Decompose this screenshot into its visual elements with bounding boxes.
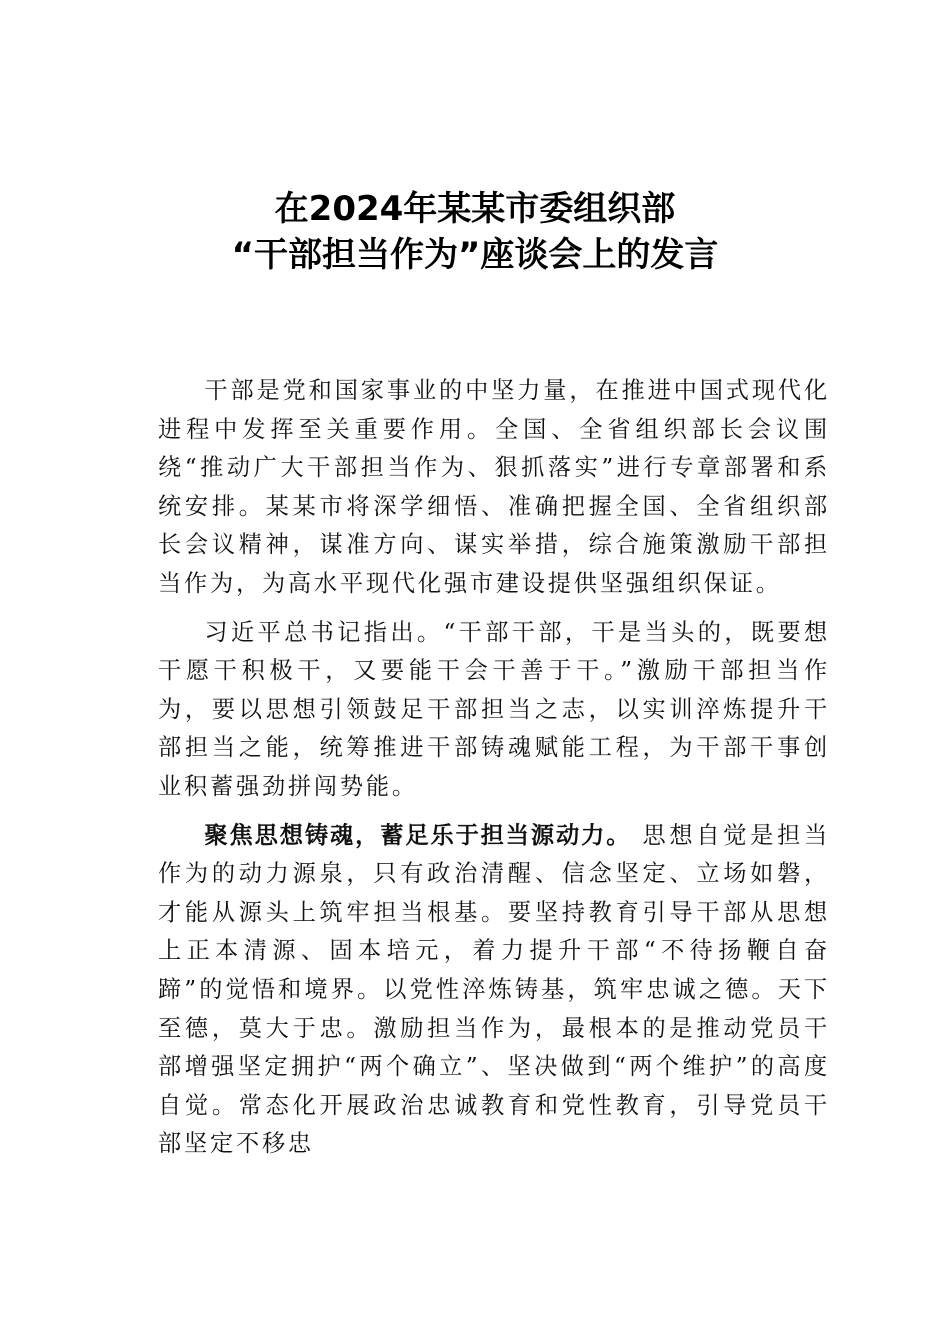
paragraph-text: 思想自觉是担当作为的动力源泉，只有政治清醒、信念坚定、立场如磐，才能从源头上筑牢担当根基。要坚持教育引导干部从思想上正本清源、固本培元，着力提升干部“不待扬鞭自奋蹄”的觉悟和境界。以党性淬炼铸基，筑牢忠诚之德。天下至德，莫大于忠。激励担当作为，最根本的是推动党员干部增强坚定拥护“两个确立”、坚决做到“两个维护”的高度自觉。常态化开展政治忠诚教育和党性教育，引导党员干部坚定不移忠 xyxy=(158,821,831,1158)
paragraph-section-1 xyxy=(158,817,830,1164)
paragraph-text: 习近平总书记指出。“干部干部，干是当头的，既要想干愿干积极干，又要能干会干善于干。”激励干部担当作为，要以思想引领鼓足干部担当之志，以实训淬炼提升干部担当之能，统筹推进干部铸魂赋能工程，为干部干事创业积蓄强劲拼闯势能。 xyxy=(158,618,830,800)
document-body xyxy=(158,372,830,1174)
paragraph-intro xyxy=(158,372,830,604)
title-line-2: “干部担当作为”座谈会上的发言 xyxy=(231,235,719,275)
section-heading: 聚焦思想铸魂，蓄足乐于担当源动力。 xyxy=(204,821,632,849)
title-line-1: 在2024年某某市委组织部 xyxy=(274,189,676,229)
paragraph-text: 干部是党和国家事业的中坚力量，在推进中国式现代化进程中发挥至关重要作用。全国、全省组织部长会议围绕“推动广大干部担当作为、狠抓落实”进行专章部署和系统安排。某某市将深学细悟、准确把握全国、全省组织部长会议精神，谋准方向、谋实举措，综合施策激励干部担当作为，为高水平现代化强市建设提供坚强组织保证。 xyxy=(158,377,830,597)
document-title xyxy=(0,186,950,278)
paragraph-quote xyxy=(158,614,830,807)
